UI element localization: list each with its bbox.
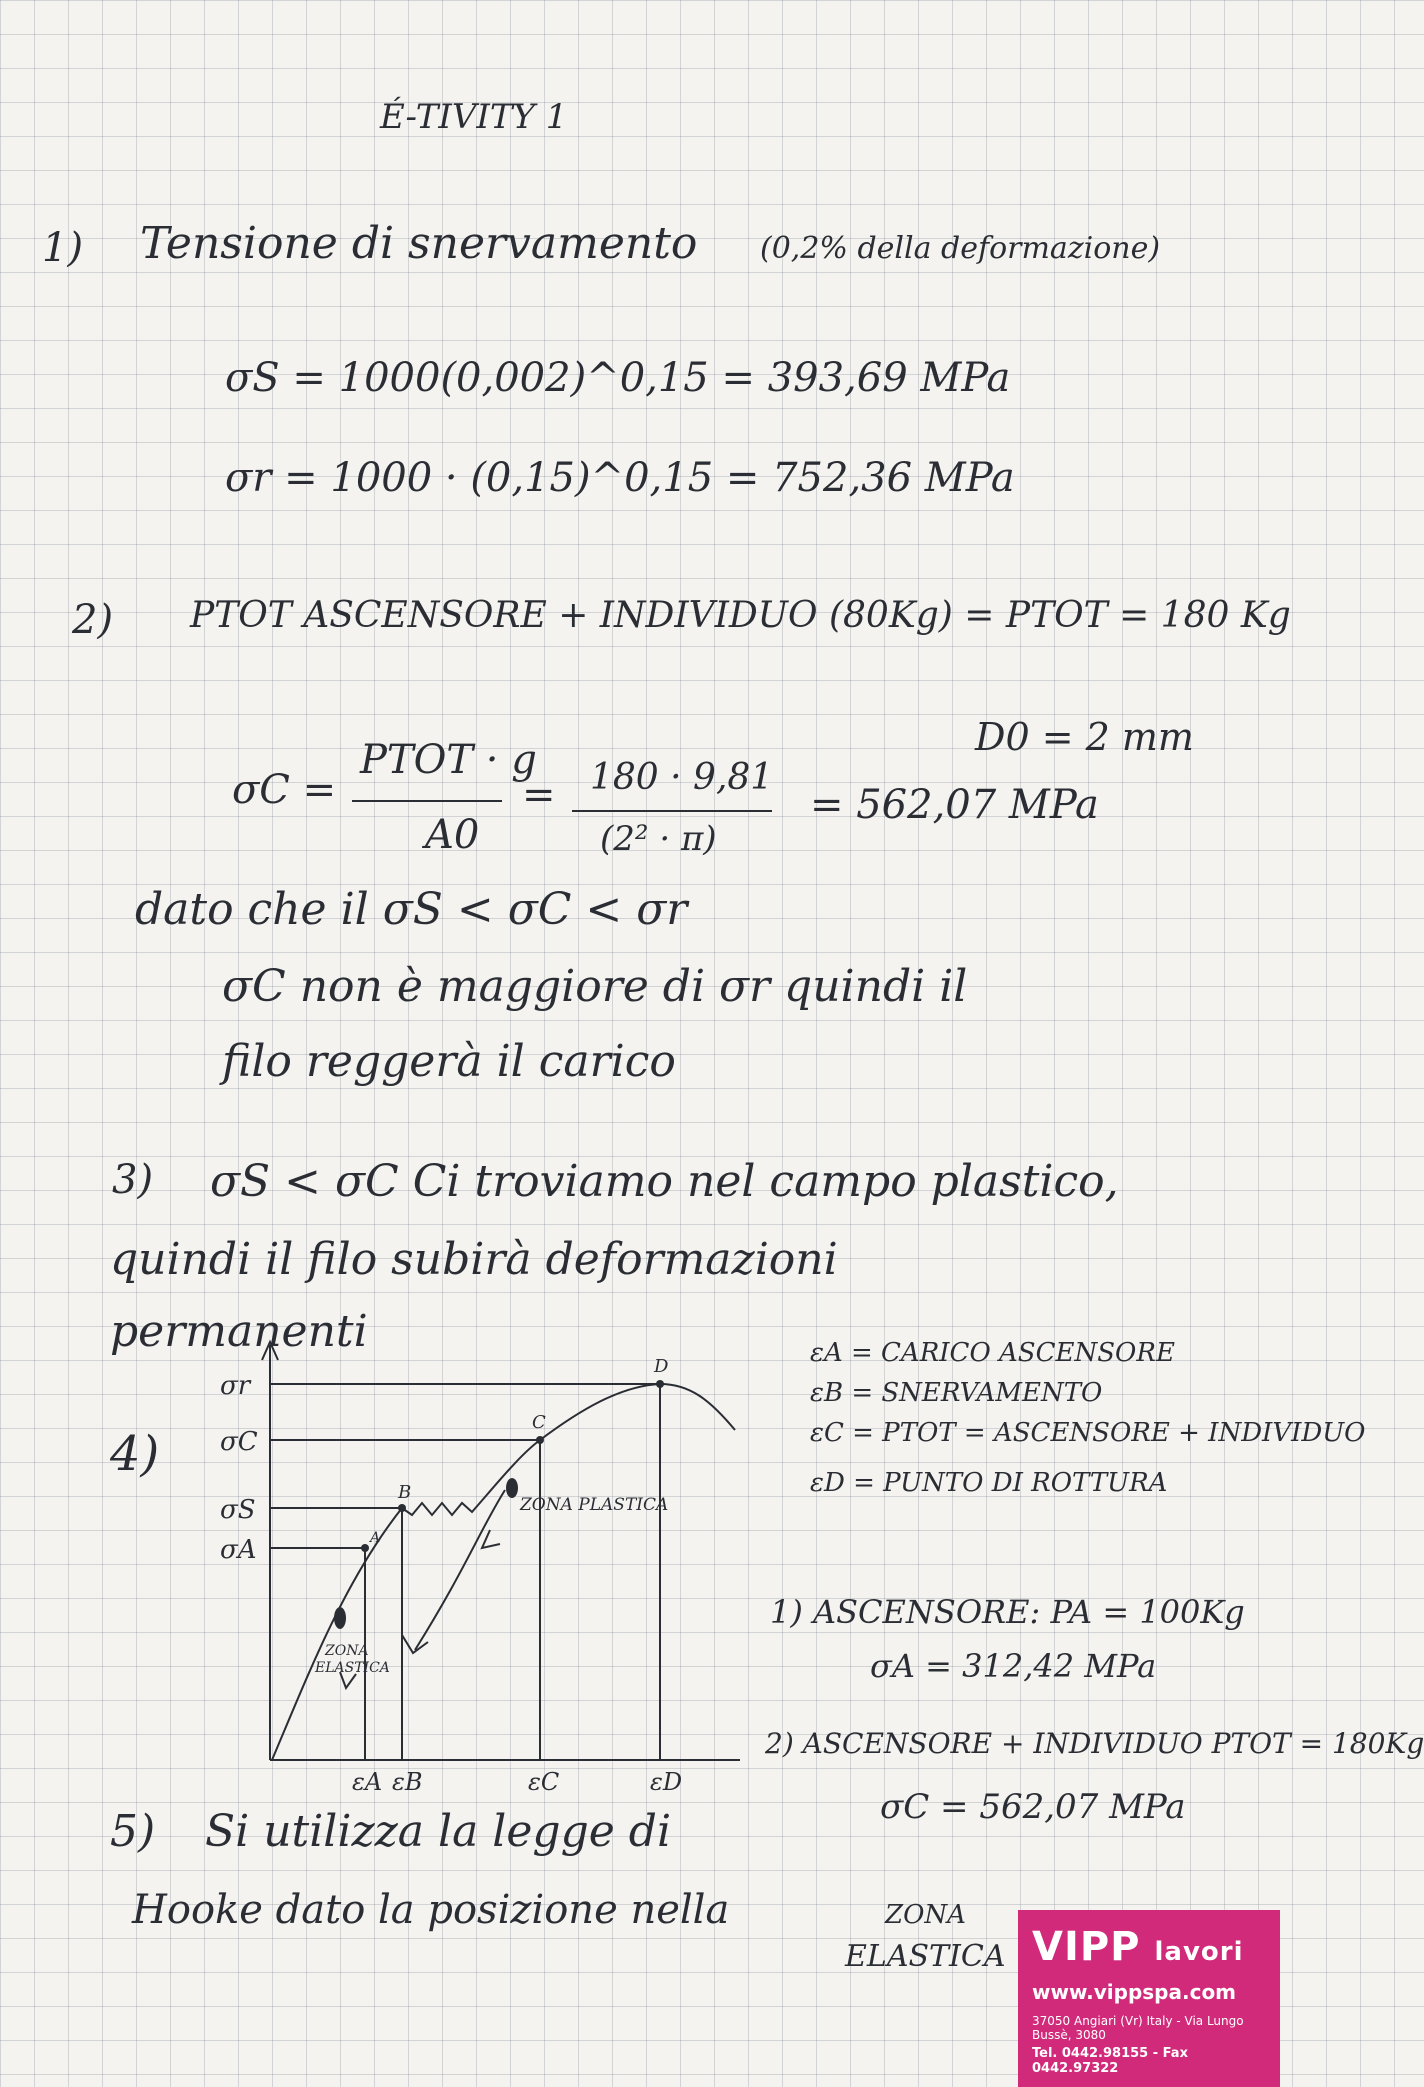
point-d-label: D: [654, 1356, 669, 1377]
point-b-marker: [398, 1504, 406, 1512]
section-2-number: 2): [72, 597, 114, 643]
point-b-label: B: [398, 1482, 412, 1503]
legend-epsilon-d: εD = PUNTO DI ROTTURA: [810, 1468, 1168, 1498]
section-5-elastica: ELASTICA: [845, 1939, 1006, 1974]
stamp-address: 37050 Angiari (Vr) Italy - Via Lungo Bussè, 3080: [1032, 2014, 1244, 2042]
unloading-line: [415, 1490, 505, 1650]
section-3-line-3: permanenti: [110, 1306, 368, 1357]
x-label-epsilon-a: εA: [352, 1768, 383, 1796]
section-4-number: 4): [110, 1426, 160, 1482]
item-1-sigma-a: σA = 312,42 MPa: [870, 1647, 1157, 1685]
legend-epsilon-b: εB = SNERVAMENTO: [810, 1378, 1103, 1408]
section-1-heading: Tensione di snervamento: [140, 218, 698, 269]
section-3-line-1: σS < σC Ci troviamo nel campo plastico,: [210, 1156, 1119, 1207]
section-1-note: (0,2% della deformazione): [760, 231, 1161, 266]
zona-plastica-label: ZONA PLASTICA: [520, 1495, 669, 1515]
section-1-number: 1): [42, 225, 84, 271]
section-3-number: 3): [112, 1157, 154, 1203]
section-2-text-2: filo reggerà il carico: [222, 1036, 676, 1087]
vipp-stamp: [1018, 1910, 1280, 2087]
item-2-sigma-c: σC = 562,07 MPa: [880, 1787, 1186, 1827]
section-5-zona: ZONA: [885, 1900, 966, 1930]
zona-elastica-label-2: ELASTICA: [315, 1660, 390, 1676]
point-d-marker: [656, 1380, 664, 1388]
section-2-text-1: σC non è maggiore di σr quindi il: [222, 961, 968, 1012]
fraction-2-denominator: (2² · π): [600, 819, 717, 859]
legend-epsilon-c: εC = PTOT = ASCENSORE + INDIVIDUO: [810, 1418, 1366, 1448]
section-3-line-2: quindi il filo subirà deformazioni: [110, 1234, 838, 1285]
y-label-sigma-c: σC: [220, 1427, 258, 1457]
stress-strain-graph: [180, 1320, 760, 1800]
ink-blot-elastic: [334, 1607, 346, 1629]
fraction-1-bar: [352, 800, 502, 802]
sigma-c-label: σC =: [232, 767, 337, 813]
section-5-line-2: Hooke dato la posizione nella: [132, 1887, 730, 1933]
ink-blot-plastic: [506, 1478, 518, 1498]
fraction-2-numerator: 180 · 9,81: [590, 757, 774, 798]
stamp-website: www.vippspa.com: [1032, 1980, 1237, 2004]
x-label-epsilon-b: εB: [392, 1768, 423, 1796]
equation-sigma-s: σS = 1000(0,002)^0,15 = 393,69 MPa: [225, 355, 1011, 401]
stamp-phone: Tel. 0442.98155 - Fax 0442.97322: [1032, 2046, 1188, 2076]
unloading-arrow: [402, 1635, 428, 1653]
x-label-epsilon-d: εD: [650, 1768, 683, 1796]
point-a-marker: [361, 1544, 369, 1552]
page-title: É-TIVITY 1: [380, 97, 568, 137]
x-label-epsilon-c: εC: [528, 1768, 560, 1796]
zona-elastica-label-1: ZONA: [325, 1643, 369, 1659]
stamp-brand: VIPP lavori: [1032, 1924, 1244, 1970]
item-1-ascensore: 1) ASCENSORE: PA = 100Kg: [770, 1593, 1245, 1631]
fraction-1-denominator: A0: [425, 812, 480, 858]
section-2-weight-line: PTOT ASCENSORE + INDIVIDUO (80Kg) = PTOT = 180 Kg: [190, 595, 1291, 636]
stamp-brand-lavori: lavori: [1154, 1937, 1244, 1967]
diameter-d0: D0 = 2 mm: [975, 715, 1194, 759]
item-2-ascensore-individuo: 2) ASCENSORE + INDIVIDUO PTOT = 180Kg: [765, 1727, 1424, 1760]
fraction-2-bar: [572, 810, 772, 812]
point-c-label: C: [532, 1412, 546, 1433]
section-5-line-1: Si utilizza la legge di: [205, 1806, 672, 1857]
legend-epsilon-a: εA = CARICO ASCENSORE: [810, 1338, 1175, 1368]
section-5-number: 5): [110, 1806, 156, 1857]
y-label-sigma-a: σA: [220, 1535, 257, 1565]
sigma-c-result: = 562,07 MPa: [810, 782, 1099, 828]
point-a-label: A: [370, 1530, 381, 1546]
equation-sigma-r: σr = 1000 · (0,15)^0,15 = 752,36 MPa: [225, 455, 1015, 501]
point-c-marker: [536, 1436, 544, 1444]
y-label-sigma-s: σS: [220, 1495, 256, 1525]
plastic-arrow: [482, 1530, 500, 1548]
dato-line: dato che il σS < σC < σr: [135, 884, 688, 935]
y-label-sigma-r: σr: [220, 1371, 251, 1401]
fraction-1-numerator: PTOT · g: [360, 737, 537, 783]
